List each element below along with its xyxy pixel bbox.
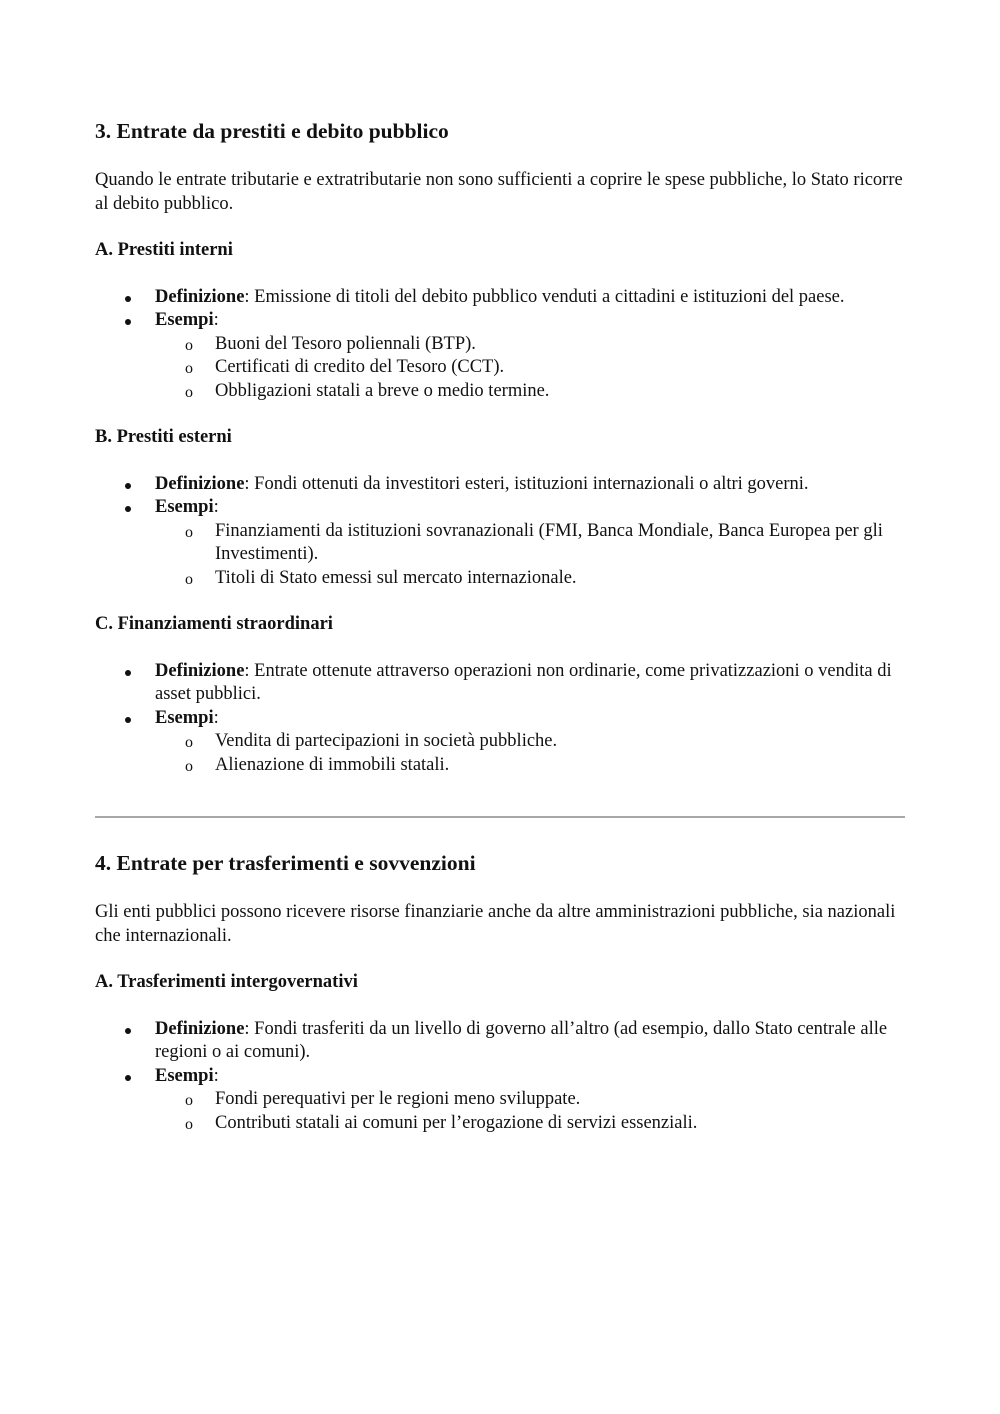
- examples-item: [95, 1065, 905, 1136]
- definition-text: : Emissione di titoli del debito pubblico venduti a cittadini e istituzioni del paese.: [244, 286, 845, 307]
- section-3-title: 3. Entrate da prestiti e debito pubblico: [95, 119, 449, 143]
- subsection-4a-title: A. Trasferimenti intergovernativi: [95, 972, 358, 992]
- examples-item: [95, 707, 905, 778]
- definition-item: [95, 660, 905, 707]
- examples-label: Esempi: [155, 1065, 214, 1086]
- circle-bullet-icon: o: [185, 383, 193, 401]
- example-item: [155, 356, 905, 380]
- subsection-4a-list: [95, 1018, 905, 1136]
- section-4-title: 4. Entrate per trasferimenti e sovvenzioni: [95, 851, 476, 875]
- example-text: Obbligazioni statali a breve o medio termine.: [215, 380, 550, 401]
- example-text: Alienazione di immobili statali.: [215, 754, 450, 775]
- circle-bullet-icon: o: [185, 523, 193, 541]
- section-4-intro: Gli enti pubblici possono ricevere risorse finanziarie anche da altre amministrazioni pubbliche, sia nazionali che internazionali.: [95, 902, 896, 946]
- subsection-3b-title: B. Prestiti esterni: [95, 427, 232, 447]
- bullet-dot-icon: [125, 296, 131, 302]
- example-text: Fondi perequativi per le regioni meno sviluppate.: [215, 1089, 581, 1109]
- examples-colon: :: [213, 707, 219, 728]
- examples-colon: :: [213, 497, 219, 517]
- examples-label: Esempi: [155, 707, 214, 728]
- example-item: [155, 1088, 905, 1112]
- examples-list: [155, 1088, 905, 1135]
- section-divider: [95, 816, 905, 818]
- circle-bullet-icon: o: [185, 757, 193, 775]
- example-item: [155, 730, 905, 754]
- bullet-dot-icon: [125, 1028, 131, 1034]
- bullet-dot-icon: [125, 717, 131, 723]
- example-text: Buoni del Tesoro poliennali (BTP).: [215, 333, 476, 354]
- subsection-3a-list: [95, 286, 905, 404]
- circle-bullet-icon: o: [185, 734, 193, 751]
- examples-list: [155, 520, 905, 591]
- example-text: Finanziamenti da istituzioni sovranazionali (FMI, Banca Mondiale, Banca Europea per gli Investimenti).: [215, 520, 883, 564]
- examples-label: Esempi: [155, 497, 214, 517]
- circle-bullet-icon: o: [185, 570, 193, 588]
- definition-item: [95, 286, 905, 310]
- circle-bullet-icon: o: [185, 360, 193, 377]
- circle-bullet-icon: o: [185, 336, 193, 354]
- examples-list: [155, 333, 905, 404]
- examples-label: Esempi: [155, 310, 214, 330]
- subsection-3c-title: C. Finanziamenti straordinari: [95, 614, 333, 634]
- example-item: [155, 754, 905, 778]
- subsection-3c-list: [95, 660, 905, 778]
- bullet-dot-icon: [125, 1075, 131, 1081]
- example-text: Titoli di Stato emessi sul mercato internazionale.: [215, 567, 577, 588]
- examples-item: [95, 496, 905, 590]
- subsection-3b-list: [95, 473, 905, 591]
- definition-text: : Fondi ottenuti da investitori esteri, istituzioni internazionali o altri governi.: [244, 473, 809, 494]
- definition-label: Definizione: [155, 473, 245, 494]
- example-item: [155, 520, 905, 567]
- example-item: [155, 333, 905, 357]
- subsection-3a-title: A. Prestiti interni: [95, 240, 233, 260]
- definition-item: [95, 1018, 905, 1065]
- bullet-dot-icon: [125, 506, 131, 512]
- example-item: [155, 567, 905, 591]
- section-3-intro: Quando le entrate tributarie e extratributarie non sono sufficienti a coprire le spese pubbliche, lo Stato ricorre al debito pubblico.: [95, 170, 903, 214]
- definition-label: Definizione: [155, 1018, 245, 1039]
- circle-bullet-icon: o: [185, 1092, 193, 1109]
- definition-label: Definizione: [155, 286, 245, 307]
- examples-colon: :: [213, 1065, 219, 1086]
- example-item: [155, 1112, 905, 1136]
- bullet-dot-icon: [125, 319, 131, 325]
- definition-text: : Fondi trasferiti da un livello di governo all’altro (ad esempio, dallo Stato centrale alle regioni o ai comuni).: [155, 1018, 888, 1062]
- example-text: Vendita di partecipazioni in società pubbliche.: [215, 731, 558, 751]
- bullet-dot-icon: [125, 483, 131, 489]
- definition-text: : Entrate ottenute attraverso operazioni non ordinarie, come privatizzazioni o vendita di asset pubblici.: [155, 660, 892, 704]
- examples-colon: :: [213, 310, 219, 330]
- definition-label: Definizione: [155, 660, 245, 681]
- bullet-dot-icon: [125, 670, 131, 676]
- example-item: [155, 380, 905, 404]
- examples-item: [95, 309, 905, 403]
- circle-bullet-icon: o: [185, 1115, 193, 1133]
- example-text: Contributi statali ai comuni per l’erogazione di servizi essenziali.: [215, 1112, 698, 1133]
- example-text: Certificati di credito del Tesoro (CCT).: [215, 357, 505, 377]
- definition-item: [95, 473, 905, 497]
- examples-list: [155, 730, 905, 777]
